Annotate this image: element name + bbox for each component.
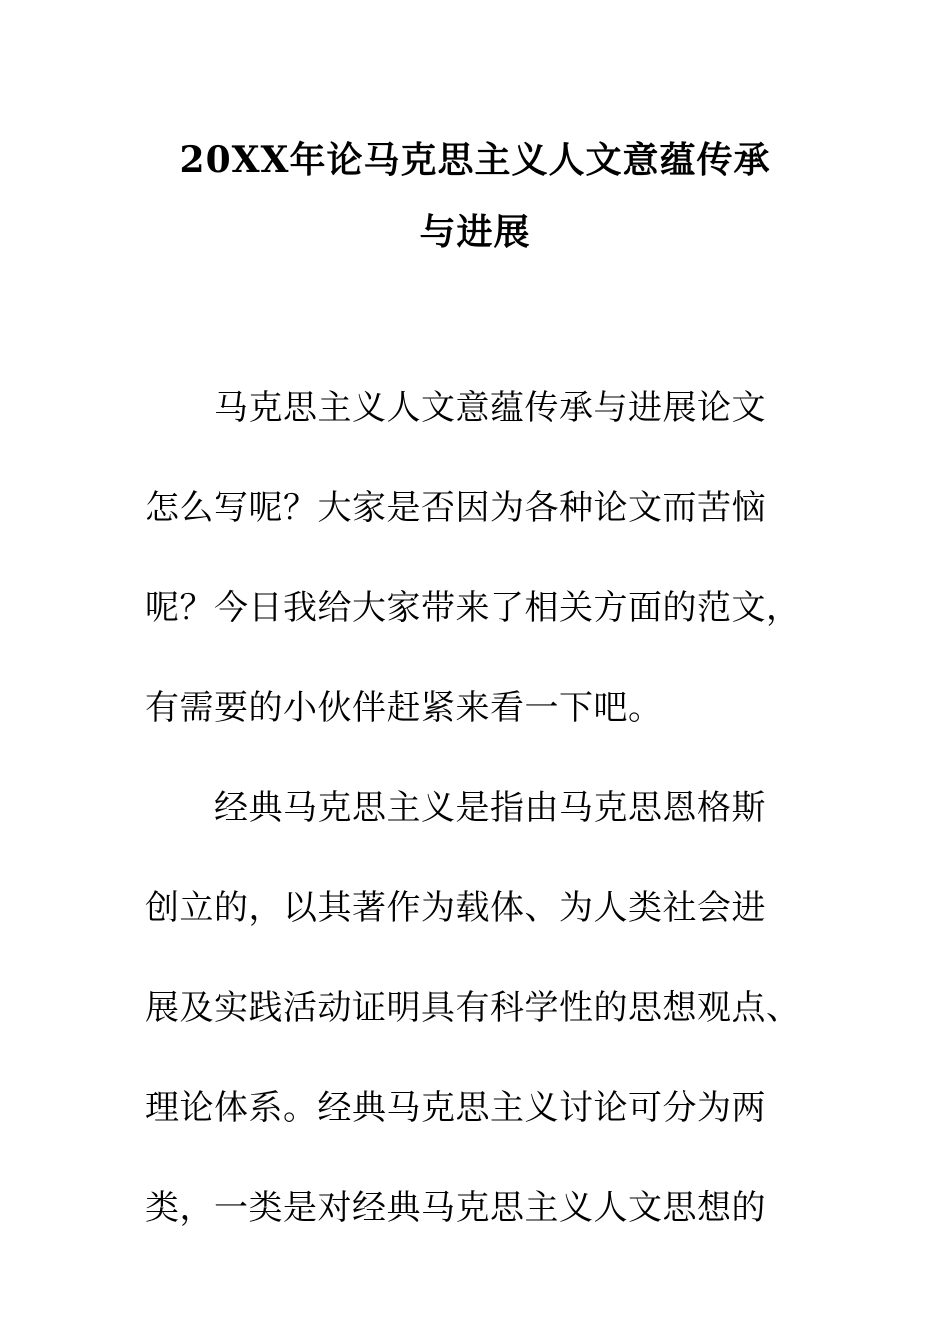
paragraph-2-line-2: 创立的，以其著作为载体、为人类社会进 [145,888,766,928]
document-title-line-2: 与进展 [419,211,531,253]
paragraph-2-line-1: 经典马克思主义是指由马克思恩格斯 [214,788,766,828]
paragraph-1-line-2: 怎么写呢？大家是否因为各种论文而苦恼 [145,488,766,528]
paragraph-2-line-5: 类，一类是对经典马克思主义人文思想的 [145,1188,766,1228]
paragraph-1-line-3: 呢？今日我给大家带来了相关方面的范文， [145,588,801,628]
paragraph-1-line-4: 有需要的小伙伴赶紧来看一下吧。 [145,688,663,728]
paragraph-1-line-1: 马克思主义人文意蕴传承与进展论文 [214,388,766,428]
paragraph-2-line-3: 展及实践活动证明具有科学性的思想观点、 [145,988,801,1028]
document-title-line-1: 20XX年论马克思主义人文意蕴传承 [179,139,771,181]
paragraph-2-line-4: 理论体系。经典马克思主义讨论可分为两 [145,1088,766,1128]
